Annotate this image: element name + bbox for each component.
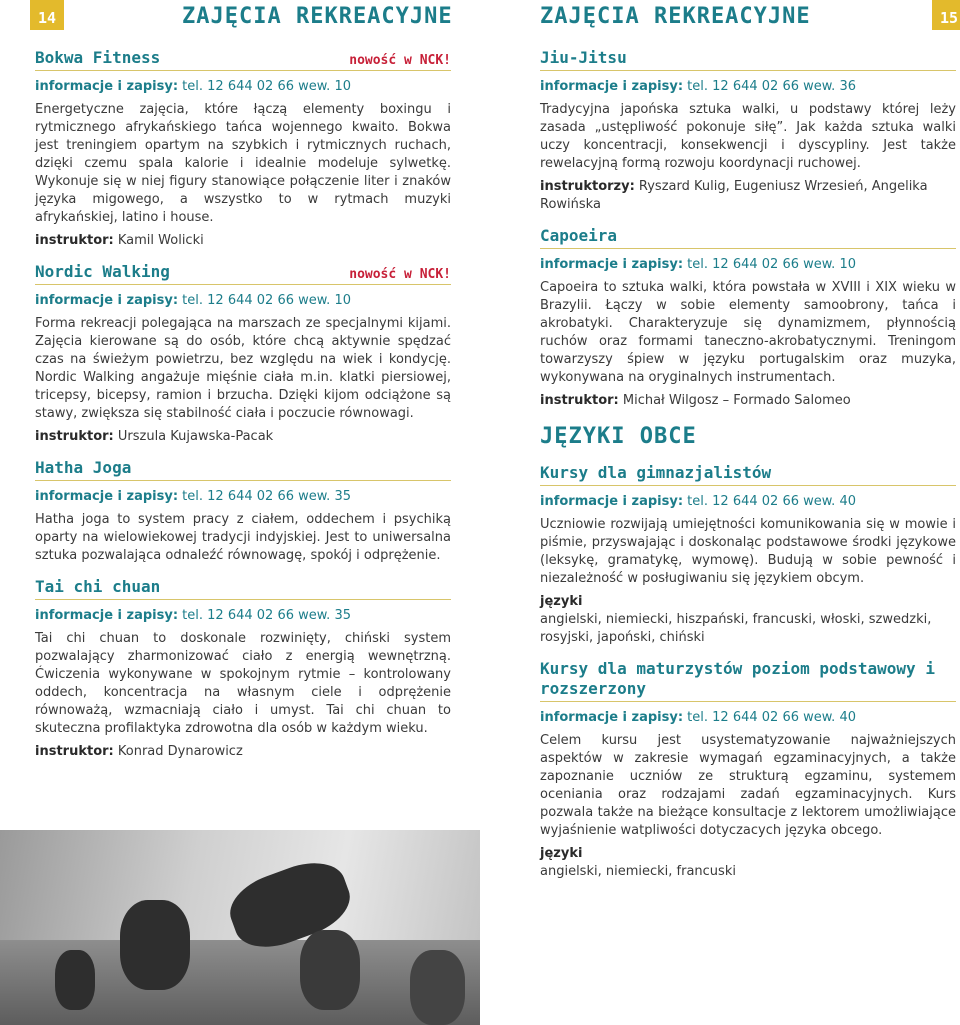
- languages-list: angielski, niemiecki, francuski: [540, 864, 736, 879]
- contact-label: informacje i zapisy:: [540, 710, 684, 725]
- new-badge: nowość w NCK!: [349, 267, 451, 282]
- contact-label: informacje i zapisy:: [540, 257, 684, 272]
- contact-phone: tel. 12 644 02 66 wew. 10: [182, 293, 351, 308]
- instructor-label: instruktorzy:: [540, 179, 635, 194]
- section-header: [540, 463, 956, 486]
- contact-info: [540, 493, 956, 511]
- instructor-line: [35, 428, 451, 446]
- section-header: [35, 577, 451, 600]
- section-description: Tai chi chuan to doskonale rozwinięty, chiński system pozwalający zharmonizować ciało z energią wewnętrzną. Ćwiczenia wykonywane w spokojnym rytmie – kontrolowany oddech, koncentracja na własnym ciele i odprężenie równoważą, wzmacniają ciało i umyst. Tai chi chuan to skuteczna profilaktyka zdrowotna dla osób w każdym wieku.: [35, 631, 451, 736]
- section-header: [35, 262, 451, 285]
- instructor-name: Urszula Kujawska-Pacak: [117, 429, 274, 444]
- instructor-line: [540, 392, 956, 410]
- section-description: Tradycyjna japońska sztuka walki, u podstawy której leży zasada „ustępliwość pokonuje siłę”. Jak każda sztuka walki uczy koncentracji, konsekwencji i dyscypliny. Jest także rewelacyjną formą rozwoju koordynacji ruchowej.: [540, 102, 956, 171]
- new-badge: nowość w NCK!: [349, 53, 451, 68]
- photo-figure: [410, 950, 465, 1025]
- section-header: [540, 659, 956, 702]
- contact-label: informacje i zapisy:: [35, 489, 179, 504]
- section-title: Kursy dla gimnazjalistów: [540, 463, 772, 482]
- page-number-right: 15: [932, 0, 960, 30]
- section-header: [35, 48, 451, 71]
- section-tai-chi-chuan: [35, 577, 451, 761]
- languages-label: języki: [540, 594, 583, 609]
- instructor-name: Kamil Wolicki: [117, 233, 204, 248]
- section-jiu-jitsu: [540, 48, 956, 214]
- contact-info: [35, 78, 451, 96]
- instructor-line: [540, 178, 956, 214]
- section-description: Celem kursu jest usystematyzowanie najważniejszych aspektów w zakresie wymagań egzaminacyjnych, a także zapoznanie uczniów ze strukturą egzaminu, systemem oceniania oraz rodzajami zadań egzaminacyjnych. Kurs pozwala także na bieżące konsultacje z lektorem umożliwiające wyjaśnienie watpliwości dotyczacych języka obcego.: [540, 733, 956, 838]
- section-nordic-walking: [35, 262, 451, 446]
- section-header: [35, 458, 451, 481]
- languages-heading: JĘZYKI OBCE: [540, 424, 697, 449]
- contact-info: [540, 256, 956, 274]
- page-header-right: ZAJĘCIA REKREACYJNE: [540, 4, 811, 29]
- contact-label: informacje i zapisy:: [540, 79, 684, 94]
- contact-label: informacje i zapisy:: [540, 494, 684, 509]
- contact-phone: tel. 12 644 02 66 wew. 35: [182, 608, 351, 623]
- instructor-line: [35, 232, 451, 250]
- languages-list: angielski, niemiecki, hiszpański, francuski, włoski, szwedzki, rosyjski, japoński, chiński: [540, 612, 932, 645]
- section-title: Bokwa Fitness: [35, 48, 161, 67]
- section-description: Forma rekreacji polegająca na marszach ze specjalnymi kijami. Zajęcia kierowane są do osób, które chcą aktywnie spędzać czas na świeżym powietrzu, bez względu na wiek i kondycję. Nordic Walking angażuje mięśnie ciała m.in. klatki piersiowej, tricepsy, bicepsy, ramion i brzucha. Dzięki kijom odciążone są stawy, zwiększa się stabilność ciała i poczucie równowagi.: [35, 316, 451, 421]
- contact-phone: tel. 12 644 02 66 wew. 10: [687, 257, 856, 272]
- instructor-label: instruktor:: [540, 393, 619, 408]
- contact-phone: tel. 12 644 02 66 wew. 40: [687, 494, 856, 509]
- section-title: Tai chi chuan: [35, 577, 161, 596]
- section-header: [540, 48, 956, 71]
- photo-figure: [300, 930, 360, 1010]
- section-kursy-gimnazjalistow: [540, 463, 956, 647]
- contact-label: informacje i zapisy:: [35, 608, 179, 623]
- section-bokwa-fitness: [35, 48, 451, 250]
- contact-phone: tel. 12 644 02 66 wew. 36: [687, 79, 856, 94]
- contact-label: informacje i zapisy:: [35, 293, 179, 308]
- section-hatha-joga: [35, 458, 451, 565]
- section-header: [540, 226, 956, 249]
- languages-label: języki: [540, 846, 583, 861]
- training-photo: [0, 830, 480, 1025]
- instructor-label: instruktor:: [35, 429, 114, 444]
- section-capoeira: [540, 226, 956, 410]
- photo-figure: [120, 900, 190, 990]
- instructor-line: [35, 743, 451, 761]
- section-description: Hatha joga to system pracy z ciałem, oddechem i psychiką oparty na wielowiekowej tradycji indyjskiej. Jest to uniwersalna sztuka pozwalająca odnaleźć równowagę, spokój i odprężenie.: [35, 512, 451, 563]
- contact-phone: tel. 12 644 02 66 wew. 35: [182, 489, 351, 504]
- contact-label: informacje i zapisy:: [35, 79, 179, 94]
- section-title: Kursy dla maturzystów poziom podstawowy i rozszerzony: [540, 659, 935, 698]
- section-description: Uczniowie rozwijają umiejętności komunikowania się w mowie i piśmie, przyswajając i doskonaląc podstawowe środki językowe (leksykę, gramatykę, wymowę). Budują w sobie pewność i niezależność w posługiwaniu się językiem obcym.: [540, 517, 956, 586]
- instructor-name: Ryszard Kulig, Eugeniusz Wrzesień, Angelika Rowińska: [540, 179, 928, 212]
- right-column: [540, 48, 956, 893]
- contact-info: [540, 709, 956, 727]
- instructor-label: instruktor:: [35, 233, 114, 248]
- photo-figure: [55, 950, 95, 1010]
- section-title: Nordic Walking: [35, 262, 170, 281]
- contact-phone: tel. 12 644 02 66 wew. 40: [687, 710, 856, 725]
- contact-phone: tel. 12 644 02 66 wew. 10: [182, 79, 351, 94]
- page-header-left: ZAJĘCIA REKREACYJNE: [182, 4, 453, 29]
- section-title: Hatha Joga: [35, 458, 132, 477]
- instructor-name: Konrad Dynarowicz: [117, 744, 243, 759]
- page-number-left: 14: [30, 0, 64, 30]
- contact-info: [540, 78, 956, 96]
- contact-info: [35, 488, 451, 506]
- section-kursy-maturzystow: [540, 659, 956, 881]
- contact-info: [35, 607, 451, 625]
- section-title: Jiu-Jitsu: [540, 48, 627, 67]
- instructor-name: Michał Wilgosz – Formado Salomeo: [622, 393, 851, 408]
- section-title: Capoeira: [540, 226, 618, 245]
- instructor-label: instruktor:: [35, 744, 114, 759]
- left-column: [35, 48, 451, 773]
- section-description: Capoeira to sztuka walki, która powstała w XVIII i XIX wieku w Brazylii. Łączy w sobie elementy samoobrony, tańca i akrobatyki. Charakteryzuje się dynamizmem, płynnością ruchów oraz formami taneczno-akrobatycznymi. Treningom towarzyszy śpiew w języku portugalskim oraz muzyka, wykonywana na oryginalnych instrumentach.: [540, 280, 956, 385]
- contact-info: [35, 292, 451, 310]
- section-description: Energetyczne zajęcia, które łączą elementy boxingu i rytmicznego afrykańskiego tańca wojennego kwaito. Bokwa jest treningiem opartym na szybkich i rytmicznych ruchach, dzięki czemu spala kalorie i idealnie modeluje sylwetkę. Wykonuje się w niej figury stanowiące połączenie liter i znaków języka migowego, a wszystko to w rytmach muzyki afrykańskiej, latino i house.: [35, 102, 451, 225]
